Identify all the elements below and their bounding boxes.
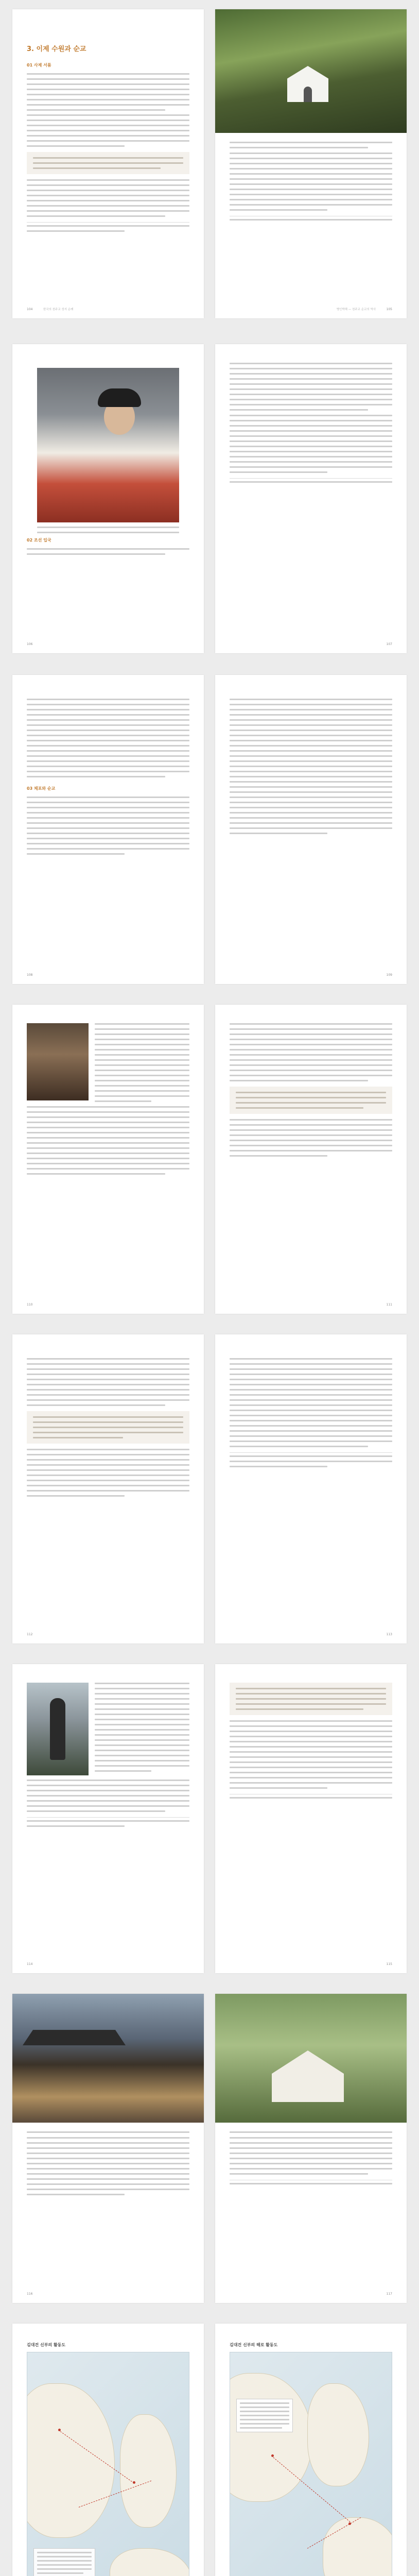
page-number: 114 (27, 1962, 33, 1966)
footnote (230, 1794, 392, 1799)
page-right (215, 2324, 407, 2576)
page-number: 111 (386, 1303, 392, 1307)
spread-3 (0, 675, 419, 984)
page-left (12, 344, 204, 653)
body-text (27, 1106, 189, 1175)
photo-caption (230, 142, 392, 148)
map-title: 김대건 신부의 해로 활동도 (230, 2343, 278, 2347)
page-right (215, 1334, 407, 1643)
quote-box (230, 1683, 392, 1715)
church-photo (215, 9, 407, 133)
page-right (215, 1664, 407, 1973)
chapter-title: 3. 이제 수원과 순교 (27, 45, 86, 53)
body-text (27, 73, 189, 147)
page-number: 104 (27, 308, 33, 311)
page-left (12, 2324, 204, 2576)
location-pin-icon (271, 2454, 274, 2457)
statue-icon (50, 1698, 65, 1760)
photo-caption (27, 2131, 189, 2133)
architecture-photo (12, 1994, 204, 2123)
body-text (230, 699, 392, 834)
photo-caption (230, 2131, 392, 2133)
page-number: 107 (386, 642, 392, 646)
page-left (12, 1994, 204, 2303)
shrine-photo (215, 1994, 407, 2123)
page-left (12, 9, 204, 318)
roof-icon (23, 2030, 126, 2045)
page-number: 106 (27, 642, 33, 646)
page-left (12, 1334, 204, 1643)
body-text (27, 1780, 189, 1812)
portrait-photo (37, 368, 179, 522)
section-heading: 03 체포와 순교 (27, 786, 56, 791)
page-right (215, 344, 407, 653)
page-right (215, 9, 407, 318)
location-pin-icon (133, 2481, 135, 2484)
page-left (12, 675, 204, 984)
footnote (230, 1452, 392, 1467)
footnote (230, 478, 392, 483)
section-heading: 01 사제 서품 (27, 63, 51, 67)
body-text (95, 1683, 189, 1775)
body-text (230, 1119, 392, 1157)
body-text (230, 363, 392, 411)
page-number: 105 (386, 308, 392, 311)
body-text (27, 548, 189, 555)
footnote (230, 2180, 392, 2184)
body-text (230, 152, 392, 211)
body-text (230, 1720, 392, 1789)
land-mass (323, 2517, 392, 2576)
shrine-building-icon (272, 2050, 344, 2102)
spread-2 (0, 344, 419, 653)
map-legend (236, 2399, 293, 2432)
running-footer: 한국의 천주교 성지 순례 (43, 308, 74, 311)
statue-photo (27, 1683, 89, 1775)
page-right (215, 1994, 407, 2303)
page-right (215, 1005, 407, 1314)
church-door-icon (304, 87, 312, 102)
body-text (230, 415, 392, 473)
quote-box (27, 152, 189, 174)
page-left (12, 1005, 204, 1314)
body-text (27, 699, 189, 777)
page-number: 110 (27, 1303, 33, 1307)
body-text (27, 2137, 189, 2195)
route-map (27, 2352, 189, 2576)
body-text (230, 2137, 392, 2175)
route-map (230, 2352, 392, 2576)
hat-icon (98, 388, 141, 407)
page-number: 112 (27, 1633, 33, 1636)
page-number: 116 (27, 2292, 33, 2296)
footnote (27, 222, 189, 232)
page-number: 108 (27, 973, 33, 977)
spread-7 (0, 1994, 419, 2303)
spread-8 (0, 2324, 419, 2576)
spread-5 (0, 1334, 419, 1643)
body-text (95, 1023, 189, 1102)
page-right (215, 675, 407, 984)
map-legend (33, 2548, 95, 2576)
spread-1 (0, 9, 419, 318)
body-text (27, 1449, 189, 1497)
section-heading: 02 조선 입국 (27, 538, 51, 543)
quote-box (27, 1411, 189, 1444)
body-text (27, 179, 189, 217)
body-text (27, 1358, 189, 1406)
location-pin-icon (58, 2429, 61, 2431)
footnote (27, 1817, 189, 1827)
page-number: 117 (386, 2292, 392, 2296)
page-number: 115 (386, 1962, 392, 1966)
running-footer: 병인박해 — 천주교 순교의 역사 (336, 308, 376, 311)
page-number: 109 (386, 973, 392, 977)
map-title: 김대건 신부의 활동도 (27, 2343, 66, 2347)
body-text (27, 796, 189, 855)
page-number: 113 (386, 1633, 392, 1636)
portrait-photo (27, 1023, 89, 1100)
body-text (230, 1023, 392, 1081)
spread-6 (0, 1664, 419, 1973)
location-pin-icon (348, 2522, 351, 2525)
quote-box (230, 1087, 392, 1114)
photo-caption (37, 527, 179, 533)
footnote (230, 216, 392, 221)
page-left (12, 1664, 204, 1973)
body-text (230, 1358, 392, 1447)
spread-4 (0, 1005, 419, 1314)
